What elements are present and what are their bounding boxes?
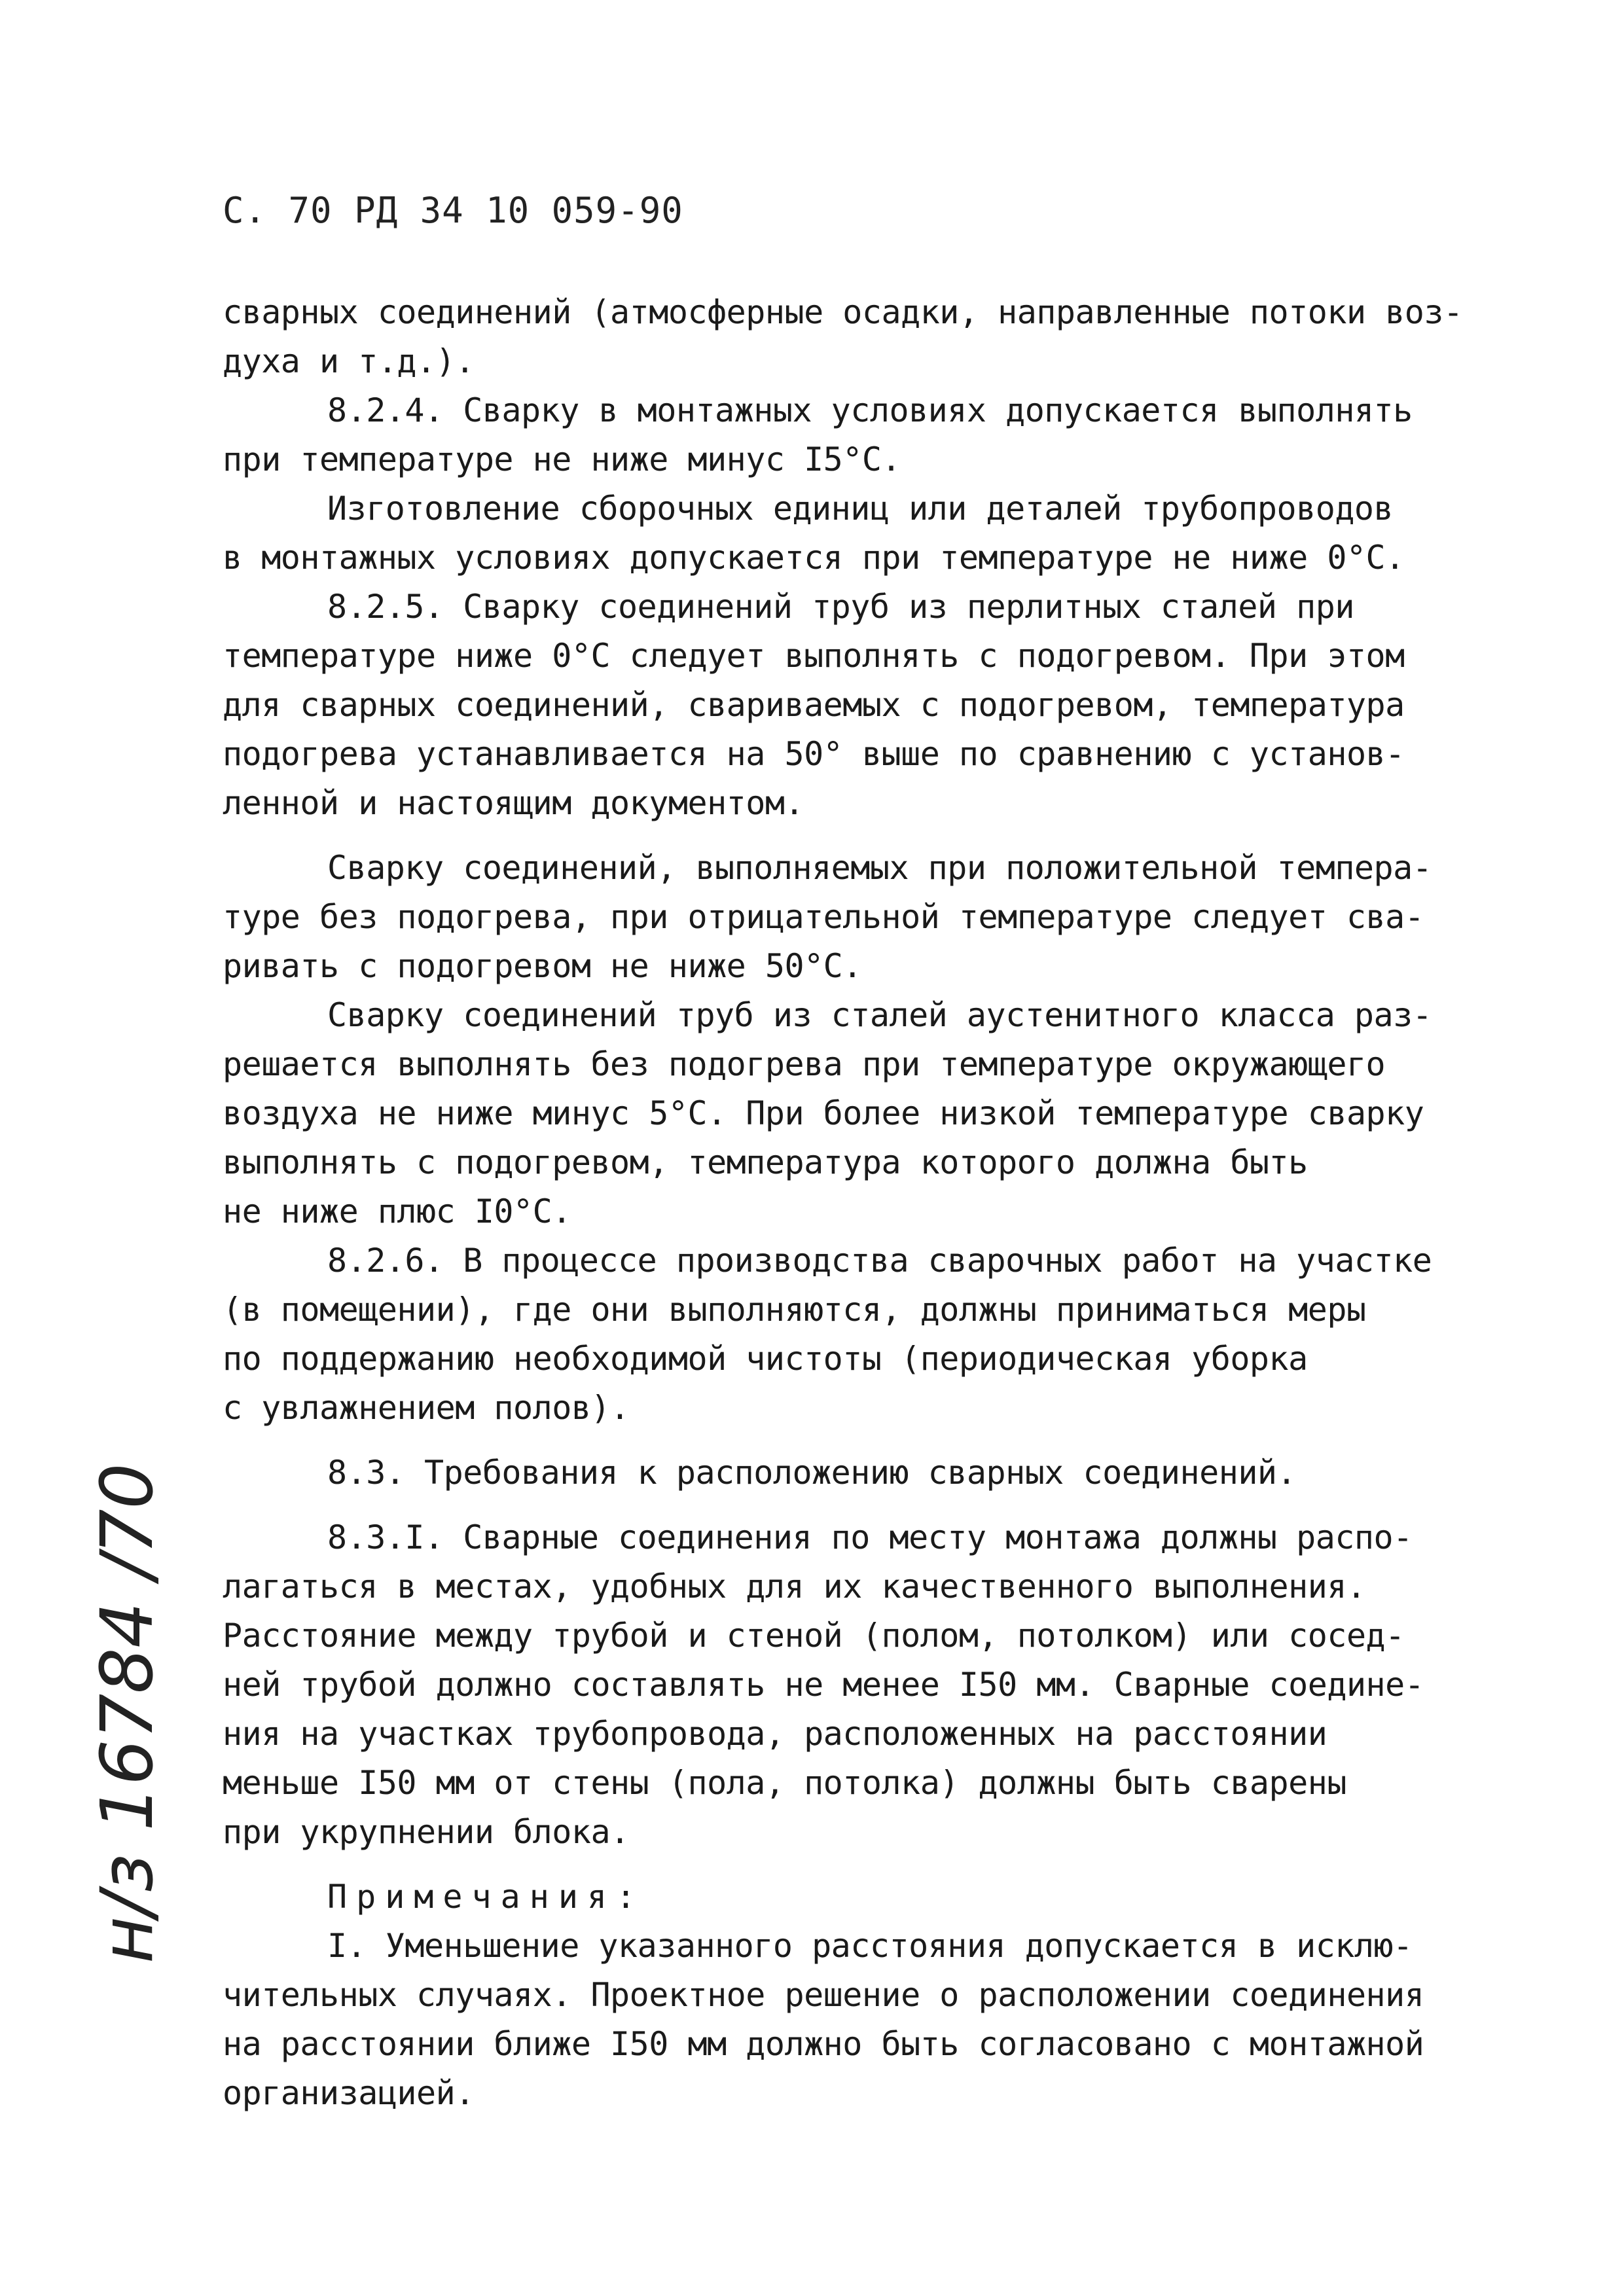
- paragraph-8-3-1: [223, 1513, 1532, 1857]
- document-body: [223, 288, 1532, 2118]
- text-line: с увлажнением полов).: [223, 1389, 630, 1427]
- paragraph-positive-temperature: [223, 844, 1532, 991]
- paragraph-8-2-5: [223, 583, 1532, 828]
- text-line: ленной и настоящим документом.: [223, 784, 804, 822]
- text-line: решается выполнять без подогрева при температуре окружающего: [223, 1045, 1386, 1083]
- text-line: при укрупнении блока.: [223, 1813, 630, 1851]
- text-line: организацией.: [223, 2074, 475, 2112]
- paragraph-gap: [223, 1498, 1532, 1513]
- text-line: чительных случаях. Проектное решение о расположении соединения: [223, 1976, 1424, 2014]
- text-line: на расстоянии ближе I50 мм должно быть согласовано с монтажной: [223, 2025, 1424, 2063]
- text-line: при температуре не ниже минус I5°С.: [223, 440, 901, 478]
- text-line: ней трубой должно составлять не менее I50 мм. Сварные соедине-: [223, 1666, 1424, 1704]
- text-line: (в помещении), где они выполняются, должны приниматься меры: [223, 1291, 1366, 1329]
- text-line: лагаться в местах, удобных для их качественного выполнения.: [223, 1568, 1366, 1605]
- paragraph-8-2-4: [223, 386, 1532, 484]
- section-heading: 8.3. Требования к расположению сварных соединений.: [327, 1454, 1297, 1492]
- text-line: духа и т.д.).: [223, 342, 475, 380]
- text-line: для сварных соединений, свариваемых с подогревом, температура: [223, 686, 1405, 724]
- text-line: выполнять с подогревом, температура которого должна быть: [223, 1143, 1308, 1181]
- text-line: Расстояние между трубой и стеной (полом, потолком) или сосед-: [223, 1617, 1405, 1655]
- text-line: воздуха не ниже минус 5°С. При более низкой температуре сварку: [223, 1094, 1424, 1132]
- note-1: [223, 1922, 1532, 2118]
- paragraph-gap: [223, 828, 1532, 844]
- notes-heading: Примечания:: [327, 1878, 645, 1916]
- paragraph-gap: [223, 1857, 1532, 1873]
- text-line: в монтажных условиях допускается при температуре не ниже 0°С.: [223, 539, 1405, 577]
- notes-heading-block: [223, 1873, 1532, 1922]
- section-heading-8-3: [223, 1448, 1532, 1498]
- text-line: Сварку соединений, выполняемых при положительной темпера-: [327, 849, 1432, 887]
- text-line: Изготовление сборочных единиц или деталей трубопроводов: [327, 490, 1394, 528]
- paragraph-austenitic-steel: [223, 991, 1532, 1236]
- text-line: ривать с подогревом не ниже 50°С.: [223, 947, 862, 985]
- text-line: туре без подогрева, при отрицательной температуре следует сва-: [223, 898, 1424, 936]
- paragraph-gap: [223, 1433, 1532, 1448]
- text-line: сварных соединений (атмосферные осадки, направленные потоки воз-: [223, 293, 1463, 331]
- text-line: меньше I50 мм от стены (пола, потолка) должны быть сварены: [223, 1764, 1346, 1802]
- text-line: 8.3.I. Сварные соединения по месту монтажа должны распо-: [327, 1518, 1413, 1556]
- text-line: 8.2.5. Сварку соединений труб из перлитных сталей при: [327, 588, 1354, 626]
- text-line: I. Уменьшение указанного расстояния допускается в исклю-: [327, 1927, 1413, 1965]
- text-line: не ниже плюс I0°С.: [223, 1193, 571, 1230]
- text-line: температуре ниже 0°С следует выполнять с подогревом. При этом: [223, 637, 1405, 675]
- text-line: 8.2.4. Сварку в монтажных условиях допускается выполнять: [327, 391, 1413, 429]
- text-line: по поддержанию необходимой чистоты (периодическая уборка: [223, 1340, 1308, 1378]
- text-line: Сварку соединений труб из сталей аустенитного класса раз-: [327, 996, 1432, 1034]
- text-line: подогрева устанавливается на 50° выше по сравнению с установ-: [223, 735, 1405, 773]
- text-line: ния на участках трубопровода, расположенных на расстоянии: [223, 1715, 1327, 1753]
- handwritten-margin-note: н/з 16784 /70: [85, 1463, 169, 1964]
- text-line: 8.2.6. В процессе производства сварочных работ на участке: [327, 1242, 1432, 1280]
- paragraph-8-2-6: [223, 1236, 1532, 1433]
- page-header: С. 70 РД 34 10 059-90: [223, 190, 683, 231]
- paragraph-continuation: [223, 288, 1532, 386]
- paragraph-assembly-units: [223, 484, 1532, 583]
